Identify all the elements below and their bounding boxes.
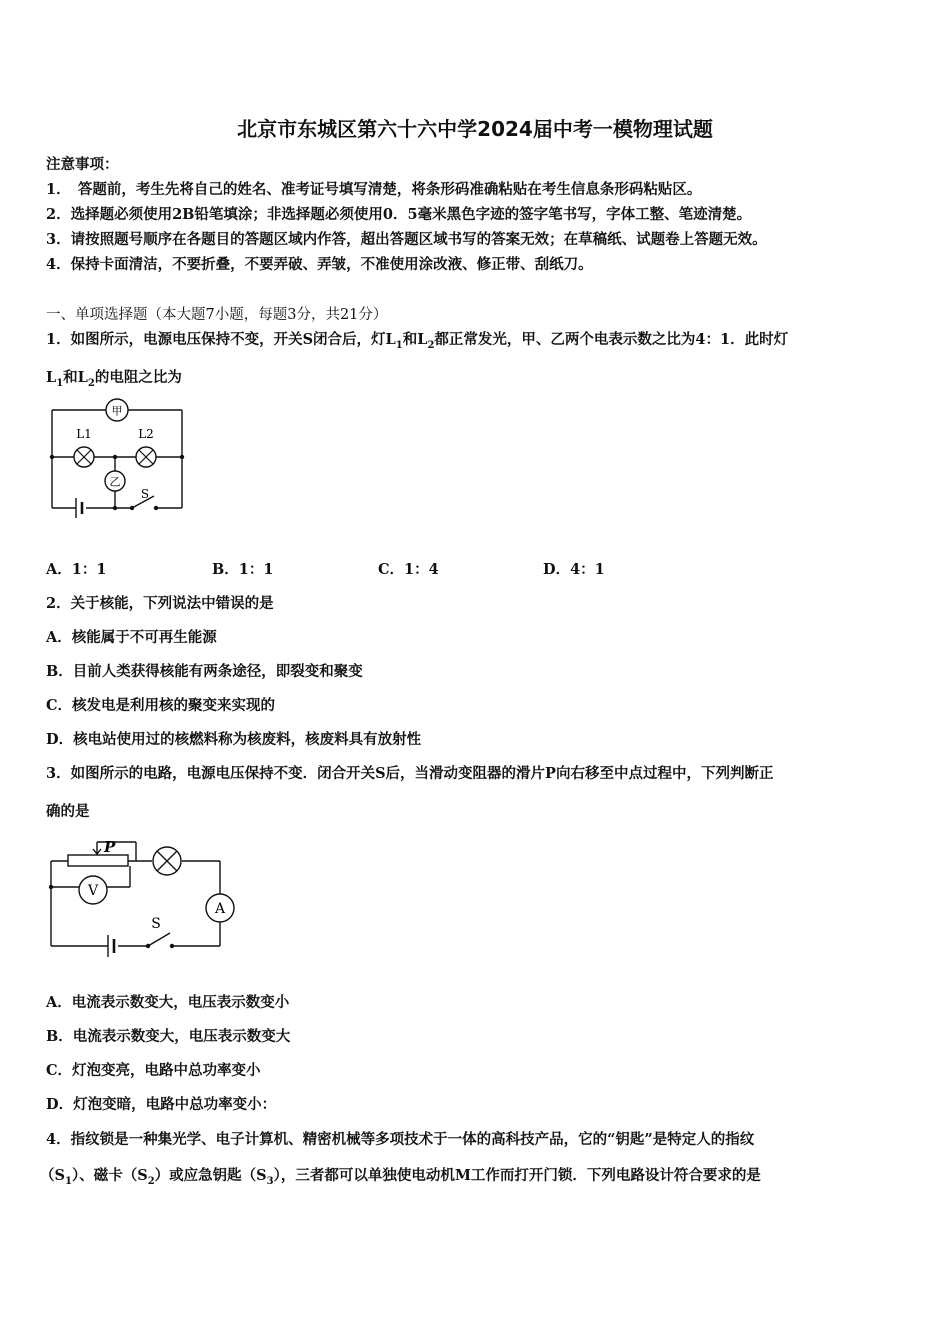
- q3-stem-line2: 确的是: [46, 803, 90, 820]
- svg-text:V: V: [87, 883, 99, 899]
- q3-circuit-diagram: [46, 832, 241, 960]
- notice-item-1: 1． 答题前，考生先将自己的姓名、准考证号填写清楚，将条形码准确粘贴在考生信息条形码粘贴区。: [46, 181, 702, 198]
- svg-text:甲: 甲: [111, 404, 123, 418]
- voltmeter: [79, 876, 107, 904]
- q1-circuit-diagram: [46, 396, 191, 526]
- q1-option-c: C．1：4: [378, 561, 439, 578]
- q3-option-b: B．电流表示数变大，电压表示数变大: [46, 1028, 291, 1045]
- section-heading: 一、单项选择题（本大题7小题，每题3分，共21分）: [46, 307, 388, 323]
- q2-stem: 2．关于核能，下列说法中错误的是: [46, 595, 274, 612]
- q4-stem-line1: 4．指纹锁是一种集光学、电子计算机、精密机械等多项技术于一体的高科技产品，它的“钥匙”是特定人的指纹: [46, 1131, 755, 1148]
- bulb: [153, 847, 181, 875]
- lamp-l2: [136, 427, 156, 467]
- q1-option-b: B．1：1: [212, 561, 274, 578]
- svg-text:L2: L2: [138, 427, 154, 441]
- notice-item-4: 4．保持卡面清洁，不要折叠，不要弄破、弄皱，不准使用涂改液、修正带、刮纸刀。: [46, 256, 593, 273]
- switch-label: S: [151, 916, 161, 932]
- slider-label: P: [104, 838, 116, 856]
- q1-option-a: A．1：1: [46, 561, 107, 578]
- svg-text:A: A: [214, 901, 226, 917]
- q3-option-c: C．灯泡变亮，电路中总功率变小: [46, 1062, 261, 1079]
- ammeter: [206, 894, 234, 922]
- q3-option-a: A．电流表示数变大，电压表示数变小: [46, 994, 290, 1011]
- q3-option-d: D．灯泡变暗，电路中总功率变小：: [46, 1096, 277, 1113]
- q4-stem-line2: $(S_1)$、磁卡$(S_2)$或应急钥匙$(S_3)$，三者都可以单独使电动机M工作而打开门锁．下列电路设计符合要求的是: [40, 1167, 761, 1187]
- notice-item-2: 2．选择题必须使用2B铅笔填涂；非选择题必须使用0．5毫米黑色字迹的签字笔书写，字体工整、笔迹清楚。: [46, 206, 752, 223]
- q2-option-b: B．目前人类获得核能有两条途径，即裂变和聚变: [46, 663, 363, 680]
- switch-label: S: [140, 487, 150, 501]
- notice-heading: 注意事项：: [46, 156, 119, 173]
- meter-jia: [106, 399, 128, 421]
- notice-item-3: 3．请按照题号顺序在各题目的答题区域内作答，超出答题区域书写的答案无效；在草稿纸、试题卷上答题无效。: [46, 231, 767, 248]
- q3-stem-line1: 3．如图所示的电路，电源电压保持不变．闭合开关S后，当滑动变阻器的滑片P向右移至中点过程中，下列判断正: [46, 765, 774, 782]
- q2-option-a: A．核能属于不可再生能源: [46, 629, 217, 646]
- q1-option-d: D．4：1: [543, 561, 605, 578]
- lamp-l1: [74, 427, 94, 467]
- q1-stem-line2: $L_1$和$L_2$的电阻之比为: [46, 369, 182, 389]
- meter-yi: [105, 471, 125, 491]
- q1-stem-line1: 1．如图所示，电源电压保持不变，开关S闭合后，灯$L_1$和$L_2$都正常发光，甲、乙两个电表示数之比为4：1．此时灯: [46, 331, 789, 351]
- q2-option-c: C．核发电是利用核的聚变来实现的: [46, 697, 276, 714]
- page-title: 北京市东城区第六十六中学2024届中考一模物理试题: [237, 117, 713, 141]
- svg-text:L1: L1: [76, 427, 92, 441]
- q2-option-d: D．核电站使用过的核燃料称为核废料，核废料具有放射性: [46, 731, 422, 748]
- svg-text:乙: 乙: [109, 475, 121, 489]
